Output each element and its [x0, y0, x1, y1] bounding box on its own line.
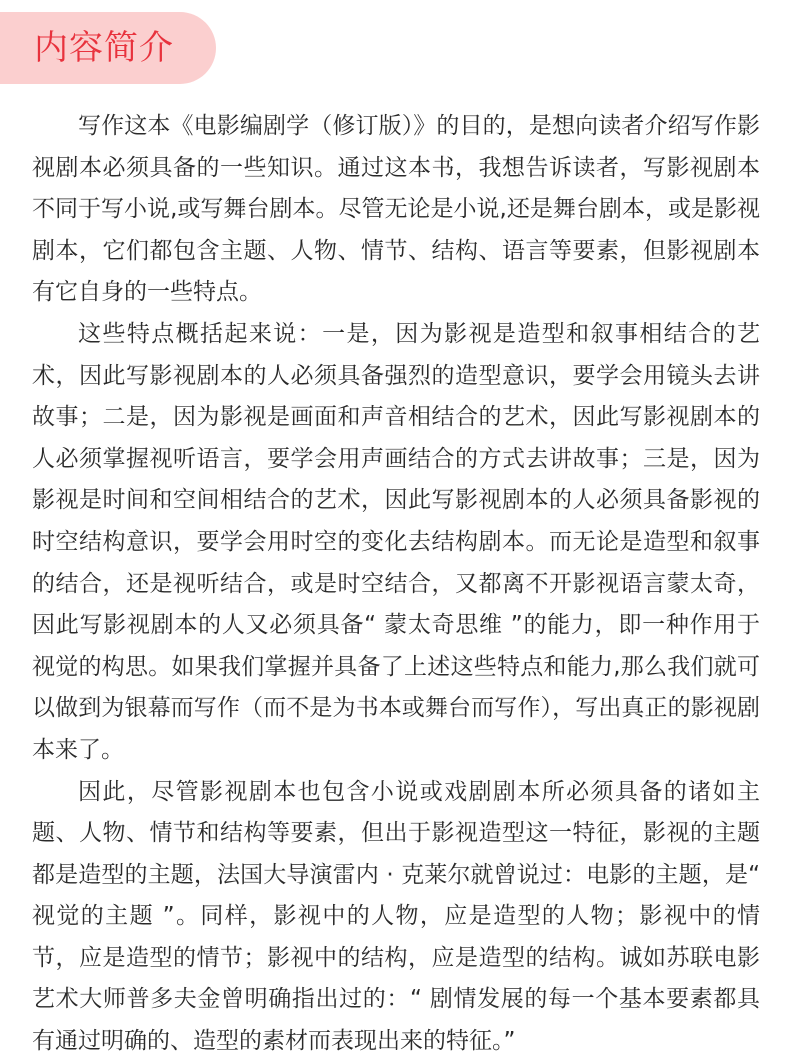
intro-paragraph-1: 写作这本《电影编剧学（修订版）》的目的，是想向读者介绍写作影视剧本必须具备的一些知识。通过这本书，我想告诉读者，写影视剧本不同于写小说,或写舞台剧本。尽管无论是小说,还是舞台剧本，或是影视剧本，它们都包含主题、人物、情节、结构、语言等要素，但影视剧本有它自身的一些特点。: [32, 113, 760, 306]
intro-paragraph-2: 这些特点概括起来说：一是，因为影视是造型和叙事相结合的艺术，因此写影视剧本的人必须具备强烈的造型意识，要学会用镜头去讲故事；二是，因为影视是画面和声音相结合的艺术，因此写影视剧本的人必须掌握视听语言，要学会用声画结合的方式去讲故事；三是，因为影视是时间和空间相结合的艺术，因此写影视剧本的人必须具备影视的时空结构意识，要学会用时空的变化去结构剧本。而无论是造型和叙事的结合，还是视听结合，或是时空结合，又都离不开影视语言蒙太奇，因此写影视剧本的人又必须具备“ 蒙太奇思维 ”的能力，即一种作用于视觉的构思。如果我们掌握并具备了上述这些特点和能力,那么我们就可以做到为银幕而写作（而不是为书本或舞台而写作），写出真正的影视剧本来了。: [32, 320, 760, 763]
section-title: 内容简介: [34, 28, 174, 68]
intro-paragraph-3: 因此，尽管影视剧本也包含小说或戏剧剧本所必须具备的诸如主题、人物、情节和结构等要素，但出于影视造型这一特征，影视的主题都是造型的主题，法国大导演雷内 · 克莱尔就曾说过：电影的主题，是“ 视觉的主题 ”。同样，影视中的人物，应是造型的人物；影视中的情节，应是造型的情节；影视中的结构，应是造型的结构。诚如苏联电影艺术大师普多夫金曾明确指出过的：“ 剧情发展的每一个基本要素都具有通过明确的、造型的素材而表现出来的特征。”: [32, 778, 760, 1055]
intro-body: [32, 106, 760, 1063]
